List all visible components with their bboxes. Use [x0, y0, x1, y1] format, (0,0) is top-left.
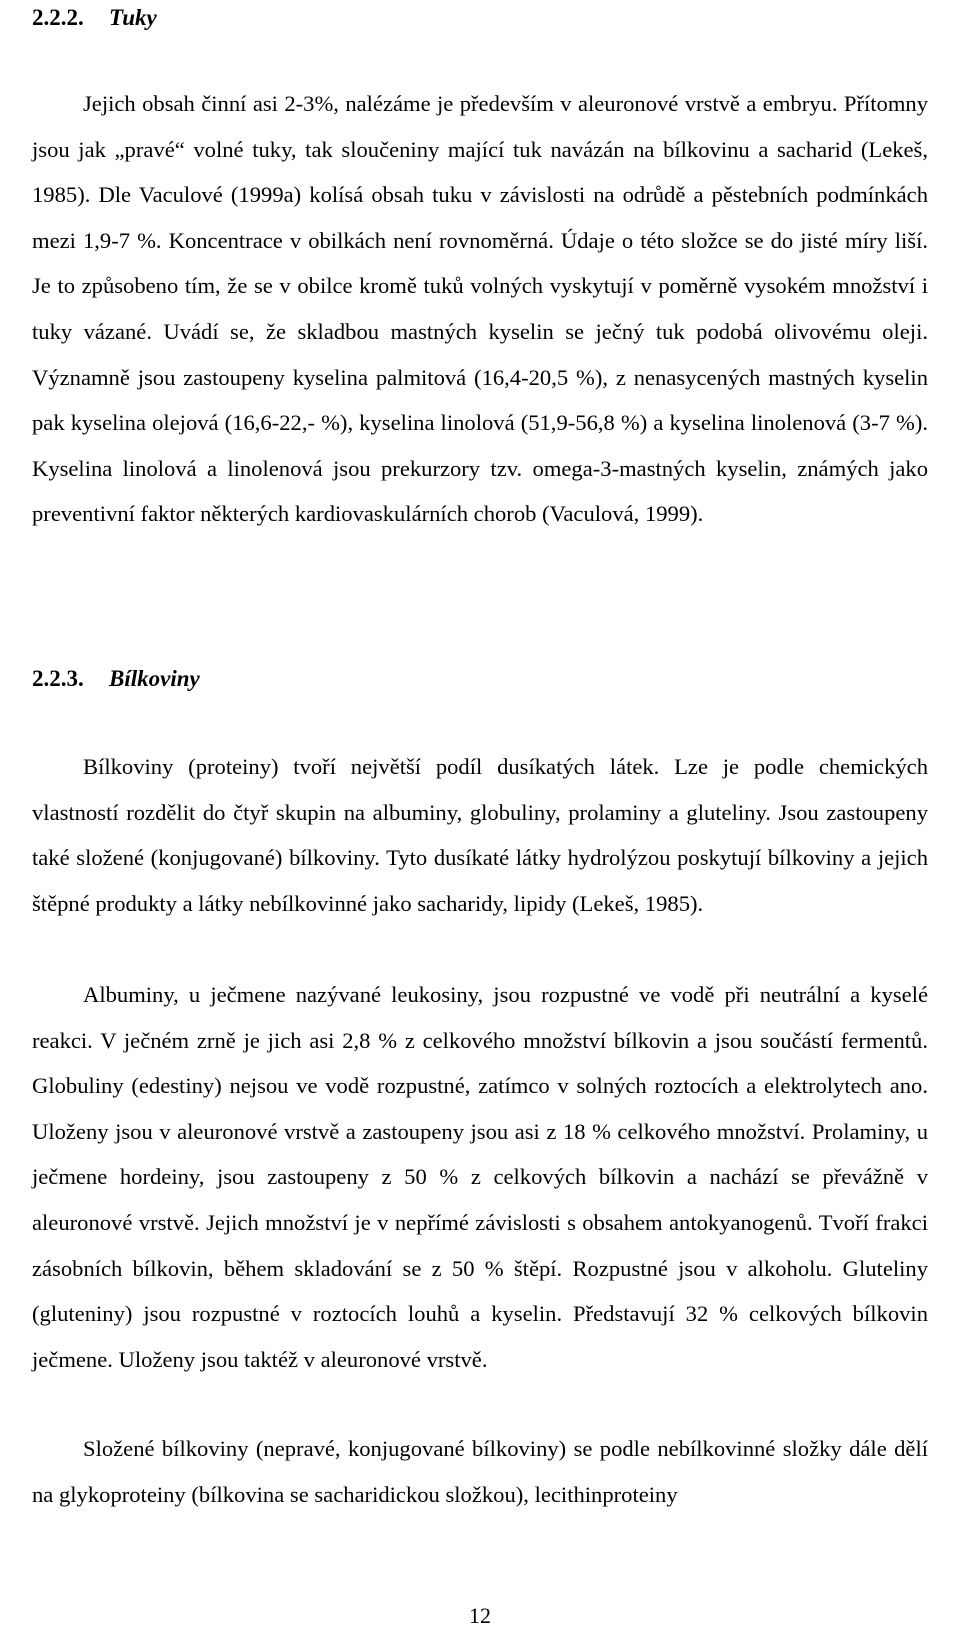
section-title: Tuky: [109, 5, 157, 30]
section-number: 2.2.2.: [32, 5, 84, 30]
section-title: Bílkoviny: [109, 666, 200, 691]
section-heading-tuky: [32, 3, 157, 33]
section-heading-bilkoviny: [32, 664, 200, 694]
paragraph-slozene-bilkoviny: Složené bílkoviny (nepravé, konjugované bílkoviny) se podle nebílkovinné složky dále dělí na glykoproteiny (bílkovina se sacharidickou složkou), lecithinproteiny: [32, 1436, 928, 1507]
paragraph-albuminy: Albuminy, u ječmene nazývané leukosiny, jsou rozpustné ve vodě při neutrální a kyselé reakci. V ječném zrně je jich asi 2,8 % z celkového množství bílkovin a jsou součástí fermentů. Globuliny (edestiny) nejsou ve vodě rozpustné, zatímco v solných roztocích a elektrolytech ano. Uloženy jsou v aleuronové vrstvě a zastoupeny jsou asi z 18 % celkového množství. Prolaminy, u ječmene hordeiny, jsou zastoupeny z 50 % z celkových bílkovin a nachází se převážně v aleuronové vrstvě. Jejich množství je v nepřímé závislosti s obsahem antokyanogenů. Tvoří frakci zásobních bílkovin, během skladování se z 50 % štěpí. Rozpustné jsou v alkoholu. Gluteliny (gluteniny) jsou rozpustné v roztocích louhů a kyselin. Představují 32 % celkových bílkovin ječmene. Uloženy jsou taktéž v aleuronové vrstvě.: [32, 982, 928, 1372]
section-number: 2.2.3.: [32, 666, 84, 691]
paragraph-tuky: Jejich obsah činní asi 2-3%, nalézáme je především v aleuronové vrstvě a embryu. Přítomny jsou jak „pravé“ volné tuky, tak sloučeniny mající tuk navázán na bílkovinu a sacharid (Lekeš, 1985). Dle Vaculové (1999a) kolísá obsah tuku v závislosti na odrůdě a pěstebních podmínkách mezi 1,9-7 %. Koncentrace v obilkách není rovnoměrná. Údaje o této složce se do jisté míry liší. Je to způsobeno tím, že se v obilce kromě tuků volných vyskytují v poměrně vysokém množství i tuky vázané. Uvádí se, že skladbou mastných kyselin se ječný tuk podobá olivovému oleji. Významně jsou zastoupeny kyselina palmitová (16,4-20,5 %), z nenasycených mastných kyselin pak kyselina olejová (16,6-22,- %), kyselina linolová (51,9-56,8 %) a kyselina linolenová (3-7 %). Kyselina linolová a linolenová jsou prekurzory tzv. omega-3-mastných kyselin, známých jako preventivní faktor některých kardiovaskulárních chorob (Vaculová, 1999).: [32, 91, 928, 527]
paragraph-bilkoviny-intro: Bílkoviny (proteiny) tvoří největší podíl dusíkatých látek. Lze je podle chemických vlastností rozdělit do čtyř skupin na albuminy, globuliny, prolaminy a gluteliny. Jsou zastoupeny také složené (konjugované) bílkoviny. Tyto dusíkaté látky hydrolýzou poskytují bílkoviny a jejich štěpné produkty a látky nebílkovinné jako sacharidy, lipidy (Lekeš, 1985).: [32, 754, 928, 916]
page-number: 12: [469, 1603, 491, 1628]
